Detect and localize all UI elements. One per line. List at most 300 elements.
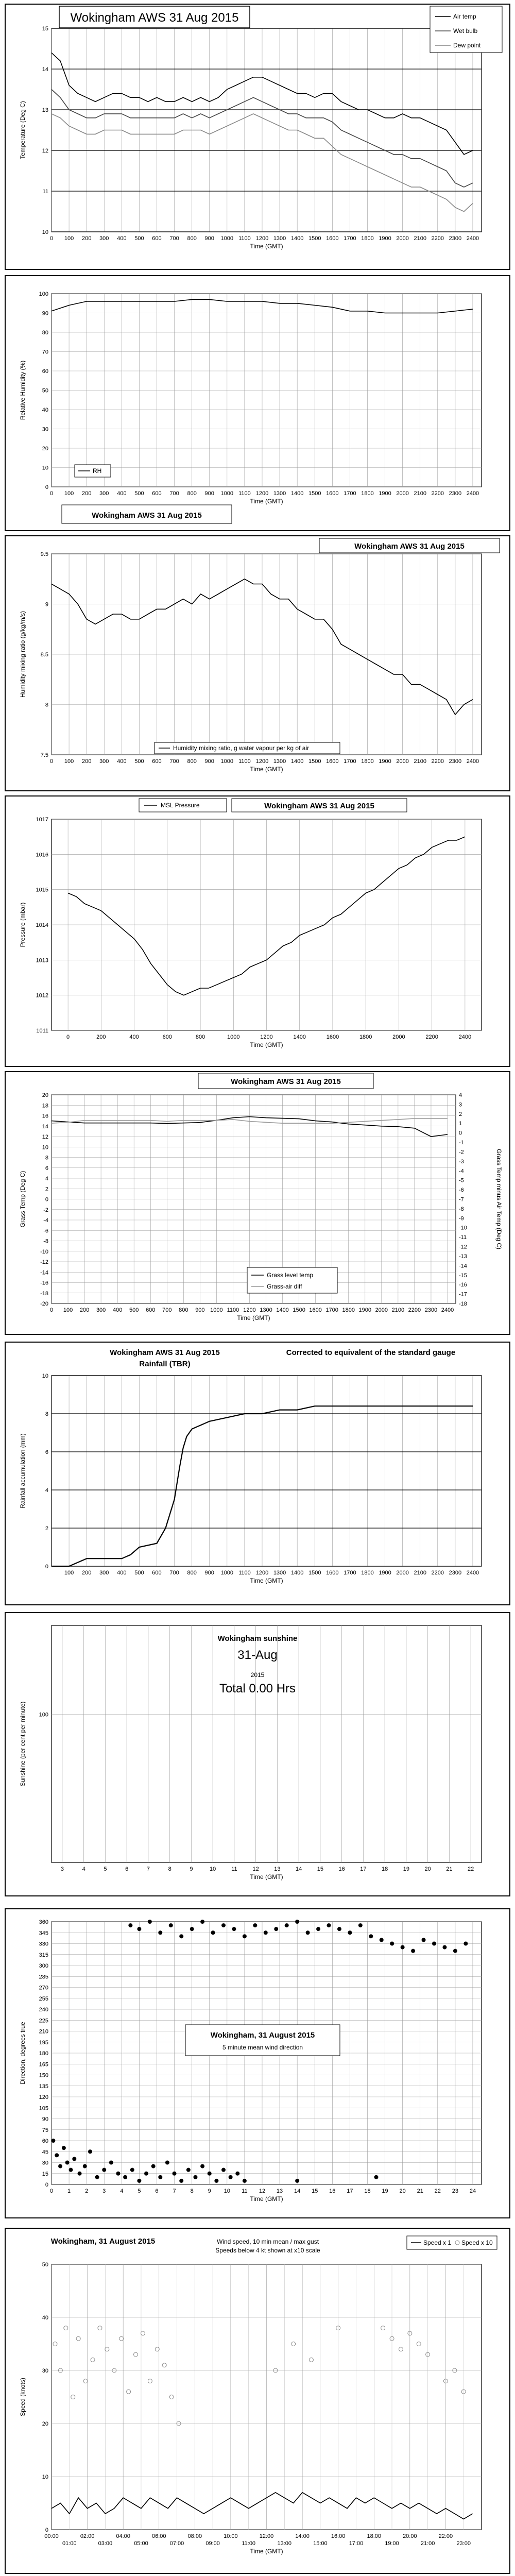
- x-tick-label: 18: [364, 2188, 371, 2194]
- x-tick-label: 500: [134, 758, 144, 765]
- chart-year: 2015: [250, 1671, 265, 1679]
- data-point: [109, 2161, 113, 2165]
- data-point: [208, 2172, 212, 2176]
- x-tick-label: 2400: [441, 1307, 454, 1313]
- x-tick-label: 1500: [308, 235, 321, 242]
- x-tick-label: 12:00: [259, 2533, 274, 2539]
- x-tick-label: 3: [60, 1866, 64, 1872]
- y-tick-label: 2: [45, 1186, 48, 1193]
- x-tick-label: 1900: [379, 490, 391, 497]
- data-point: [102, 2168, 106, 2172]
- y-tick-label: 6: [45, 1165, 48, 1172]
- y2-tick-label: -7: [459, 1196, 464, 1203]
- data-point: [186, 2168, 191, 2172]
- x-tick-label: 17: [347, 2188, 353, 2194]
- x-tick-label: 2100: [414, 490, 426, 497]
- mixing-ratio-chart: [0, 533, 515, 793]
- y-tick-label: 300: [39, 1963, 48, 1969]
- y2-tick-label: -16: [459, 1282, 467, 1289]
- x-tick-label: 1300: [273, 758, 286, 765]
- x-tick-label: 24: [469, 2188, 476, 2194]
- x-tick-label: 15:00: [313, 2540, 328, 2547]
- data-point: [253, 1923, 257, 1927]
- y-tick-label: 90: [42, 2116, 48, 2123]
- x-axis-label: Time (GMT): [250, 1873, 283, 1880]
- x-tick-label: 2400: [466, 1570, 479, 1576]
- x-tick-label: 1800: [361, 758, 374, 765]
- x-tick-label: 800: [195, 1034, 205, 1040]
- x-tick-label: 02:00: [80, 2533, 95, 2539]
- data-point: [200, 1920, 204, 1924]
- x-tick-label: 0: [49, 235, 54, 242]
- x-tick-label: 1500: [293, 1307, 305, 1313]
- x-tick-label: 400: [117, 758, 127, 765]
- x-tick-label: 1100: [238, 758, 251, 765]
- y-tick-label: 20: [42, 446, 48, 452]
- x-tick-label: 2200: [431, 490, 444, 497]
- y-tick-label: 80: [42, 330, 48, 336]
- x-tick-label: 800: [187, 490, 197, 497]
- data-point: [123, 2175, 127, 2179]
- legend-label: Speed x 10: [461, 2239, 493, 2246]
- y2-tick-label: -8: [459, 1206, 464, 1212]
- y2-tick-label: -13: [459, 1253, 467, 1260]
- x-tick-label: 7: [146, 1866, 150, 1872]
- y-axis-label: Relative Humidity (%): [19, 360, 26, 420]
- x-tick-label: 08:00: [187, 2533, 202, 2539]
- temperature-panel: [0, 0, 515, 273]
- chart-title: Wokingham AWS 31 Aug 2015: [354, 542, 465, 551]
- data-point: [432, 1942, 436, 1946]
- x-tick-label: 1100: [238, 235, 251, 242]
- y-tick-label: 8: [45, 1411, 48, 1417]
- x-tick-label: 16: [338, 1866, 345, 1872]
- y-tick-label: 7.5: [40, 752, 48, 758]
- y-axis-label: Pressure (mbar): [19, 902, 26, 947]
- wind-speed-panel: [0, 2226, 515, 2576]
- data-point: [58, 2164, 62, 2168]
- y-tick-label: 1017: [36, 817, 48, 823]
- x-tick-label: 14:00: [295, 2533, 310, 2539]
- x-tick-label: 200: [79, 1307, 90, 1313]
- x-tick-label: 5: [104, 1866, 107, 1872]
- y-tick-label: 0: [45, 1196, 48, 1203]
- x-tick-label: 1700: [344, 235, 356, 242]
- data-point: [235, 2172, 239, 2176]
- y-tick-label: 60: [42, 2138, 48, 2144]
- y-axis-label: Direction, degrees true: [19, 2022, 26, 2084]
- y-tick-label: 100: [39, 291, 48, 297]
- data-point: [390, 1942, 394, 1946]
- x-tick-label: 17:00: [349, 2540, 364, 2547]
- y-tick-label: 9: [45, 601, 48, 608]
- x-tick-label: 1800: [342, 1307, 355, 1313]
- x-tick-label: 5: [138, 2188, 141, 2194]
- x-tick-label: 1400: [290, 235, 304, 242]
- chart-title: Wokingham, 31 August 2015: [210, 2031, 315, 2040]
- y-tick-label: 50: [42, 2262, 48, 2268]
- y-tick-label: 40: [42, 2315, 48, 2321]
- x-tick-label: 8: [190, 2188, 194, 2194]
- data-point: [348, 1930, 352, 1935]
- x-tick-label: 900: [204, 490, 214, 497]
- x-tick-label: 2400: [466, 235, 479, 242]
- data-point: [243, 1934, 247, 1938]
- x-tick-label: 600: [162, 1034, 172, 1040]
- y2-tick-label: -6: [459, 1187, 464, 1194]
- data-point: [72, 2157, 76, 2161]
- temperature-chart: [0, 0, 515, 273]
- x-tick-label: 2000: [392, 1034, 405, 1040]
- x-tick-label: 2000: [396, 235, 409, 242]
- y-tick-label: 210: [39, 2028, 48, 2035]
- chart-total: Total 0.00 Hrs: [219, 1682, 296, 1696]
- x-axis-label: Time (GMT): [250, 1041, 283, 1048]
- data-point: [173, 2172, 177, 2176]
- x-tick-label: 500: [129, 1307, 139, 1313]
- data-point: [306, 1930, 310, 1935]
- legend-label: MSL Pressure: [161, 802, 200, 809]
- x-tick-label: 2200: [425, 1034, 438, 1040]
- chart-title: Wokingham AWS 31 Aug 2015: [264, 802, 374, 810]
- x-tick-label: 21: [417, 2188, 423, 2194]
- y-tick-label: 135: [39, 2083, 48, 2090]
- title-box: [185, 2025, 340, 2056]
- y-tick-label: 240: [39, 2007, 48, 2013]
- legend-label: Speed x 1: [423, 2239, 452, 2246]
- x-tick-label: 1200: [255, 758, 269, 765]
- y-tick-label: 15: [42, 2171, 48, 2177]
- legend-label: Wet bulb: [453, 27, 478, 35]
- y-tick-label: 8.5: [40, 652, 48, 658]
- x-tick-label: 1600: [326, 490, 339, 497]
- x-tick-label: 05:00: [134, 2540, 148, 2547]
- humidity-chart: [0, 273, 515, 533]
- data-point: [137, 1927, 141, 1931]
- y-tick-label: 14: [42, 1123, 48, 1130]
- x-tick-label: 800: [187, 1570, 197, 1576]
- data-point: [274, 1927, 278, 1931]
- x-tick-label: 13: [276, 2188, 283, 2194]
- x-tick-label: 1300: [273, 490, 286, 497]
- y-tick-label: 8: [45, 1155, 48, 1161]
- data-point: [442, 1945, 447, 1950]
- y2-tick-label: -14: [459, 1263, 467, 1269]
- y-tick-label: 180: [39, 2050, 48, 2057]
- y-tick-label: 45: [42, 2149, 48, 2156]
- y2-tick-label: 1: [459, 1121, 462, 1127]
- y-tick-label: 4: [45, 1176, 48, 1182]
- x-tick-label: 1300: [273, 235, 286, 242]
- x-tick-label: 900: [204, 235, 214, 242]
- y-tick-label: 195: [39, 2039, 48, 2046]
- y2-tick-label: 4: [459, 1092, 462, 1098]
- x-tick-label: 400: [117, 1570, 127, 1576]
- y-axis-label: Humidity mixing ratio (g/kg/m/s): [19, 611, 26, 698]
- x-tick-label: 100: [64, 235, 74, 242]
- grass-temp-chart: [0, 1069, 515, 1337]
- x-tick-label: 1000: [210, 1307, 223, 1313]
- x-tick-label: 300: [99, 490, 109, 497]
- y-tick-label: 12: [42, 1134, 48, 1140]
- x-axis-label: Time (GMT): [250, 498, 283, 505]
- legend-label: Humidity mixing ratio, g water vapour per kg of air: [173, 744, 310, 752]
- x-tick-label: 01:00: [62, 2540, 77, 2547]
- data-point: [285, 1923, 289, 1927]
- x-tick-label: 4: [120, 2188, 124, 2194]
- y-tick-label: 0: [45, 484, 48, 490]
- x-tick-label: 14: [296, 1866, 302, 1872]
- x-tick-label: 600: [152, 758, 162, 765]
- x-tick-label: 21:00: [420, 2540, 435, 2547]
- y2-tick-label: -15: [459, 1272, 467, 1279]
- y2-tick-label: -5: [459, 1177, 464, 1184]
- x-tick-label: 18: [382, 1866, 388, 1872]
- chart-subtitle: 5 minute mean wind direction: [222, 2044, 303, 2051]
- x-tick-label: 1100: [227, 1307, 239, 1313]
- pressure-chart: [0, 793, 515, 1069]
- y-tick-label: 40: [42, 407, 48, 413]
- x-axis-label: Time (GMT): [237, 1314, 270, 1321]
- y-tick-label: 1015: [36, 887, 48, 893]
- x-tick-label: 1300: [260, 1307, 272, 1313]
- y-tick-label: 255: [39, 1995, 48, 2002]
- y-tick-label: 10: [42, 1144, 48, 1151]
- legend-label: Grass level temp: [267, 1272, 314, 1279]
- y-tick-label: 270: [39, 1985, 48, 1991]
- data-point: [214, 2179, 218, 2183]
- x-tick-label: 6: [125, 1866, 129, 1872]
- x-tick-label: 10: [224, 2188, 230, 2194]
- wind-direction-chart: [0, 1906, 515, 2221]
- x-axis-label: Time (GMT): [250, 2548, 283, 2555]
- y-tick-label: -4: [43, 1217, 48, 1224]
- chart-title: Wokingham AWS 31 Aug 2015: [110, 1348, 220, 1357]
- y-tick-label: 0: [45, 1564, 48, 1570]
- y2-axis-label: Grass Temp minus Air Temp (Deg C): [495, 1149, 503, 1249]
- legend-label: RH: [93, 467, 102, 474]
- x-tick-label: 1900: [379, 758, 391, 765]
- data-point: [453, 1949, 457, 1953]
- x-tick-label: 13: [274, 1866, 281, 1872]
- data-point: [422, 1938, 426, 1942]
- x-tick-label: 0: [49, 2188, 54, 2194]
- x-tick-label: 300: [96, 1307, 106, 1313]
- x-tick-label: 9: [190, 1866, 193, 1872]
- x-tick-label: 21: [446, 1866, 453, 1872]
- x-tick-label: 400: [129, 1034, 139, 1040]
- x-tick-label: 3: [102, 2188, 106, 2194]
- data-point: [327, 1923, 331, 1927]
- y2-tick-label: 3: [459, 1101, 462, 1108]
- data-point: [137, 2179, 141, 2183]
- data-point: [65, 2161, 70, 2165]
- y-tick-label: 10: [42, 2474, 48, 2480]
- x-tick-label: 16: [329, 2188, 336, 2194]
- x-tick-label: 600: [146, 1307, 156, 1313]
- y-tick-label: 16: [42, 1113, 48, 1120]
- y2-tick-label: 2: [459, 1111, 462, 1117]
- x-tick-label: 1200: [255, 1570, 269, 1576]
- y2-tick-label: -2: [459, 1149, 464, 1156]
- x-tick-label: 2000: [396, 1570, 409, 1576]
- x-tick-label: 100: [64, 1570, 74, 1576]
- y2-tick-label: -18: [459, 1301, 467, 1307]
- y-axis-label: Sunshine (per cent per minute): [19, 1701, 26, 1787]
- x-tick-label: 17: [360, 1866, 367, 1872]
- x-tick-label: 200: [81, 490, 92, 497]
- y-tick-label: 50: [42, 387, 48, 394]
- y-tick-label: 20: [42, 2421, 48, 2427]
- y-tick-label: 150: [39, 2072, 48, 2079]
- x-tick-label: 14: [294, 2188, 301, 2194]
- y2-tick-label: -17: [459, 1291, 467, 1298]
- x-tick-label: 100: [64, 490, 74, 497]
- wind-speed-chart: [0, 2226, 515, 2576]
- x-tick-label: 300: [99, 1570, 109, 1576]
- y-tick-label: -8: [43, 1238, 48, 1245]
- x-tick-label: 2100: [414, 1570, 426, 1576]
- data-point: [128, 1923, 132, 1927]
- y-tick-label: 1012: [36, 992, 48, 999]
- y-tick-label: 6: [45, 1449, 48, 1455]
- data-point: [380, 1938, 384, 1942]
- x-tick-label: 15: [317, 1866, 323, 1872]
- x-tick-label: 2200: [431, 758, 444, 765]
- x-tick-label: 8: [168, 1866, 171, 1872]
- data-point: [295, 2179, 299, 2183]
- data-point: [130, 2168, 134, 2172]
- x-tick-label: 1600: [326, 758, 339, 765]
- data-point: [211, 1930, 215, 1935]
- y-tick-label: 75: [42, 2127, 48, 2133]
- x-tick-label: 0: [66, 1034, 70, 1040]
- data-point: [358, 1923, 363, 1927]
- y-tick-label: 20: [42, 1092, 48, 1098]
- x-tick-label: 1000: [220, 235, 234, 242]
- x-tick-label: 900: [204, 758, 214, 765]
- x-tick-label: 500: [134, 1570, 144, 1576]
- x-tick-label: 1200: [243, 1307, 256, 1313]
- x-tick-label: 2400: [458, 1034, 472, 1040]
- x-tick-label: 1300: [273, 1570, 286, 1576]
- x-tick-label: 11: [242, 2188, 248, 2194]
- x-tick-label: 1400: [293, 1034, 306, 1040]
- data-point: [179, 2179, 183, 2183]
- x-tick-label: 23:00: [456, 2540, 471, 2547]
- y2-tick-label: 0: [459, 1130, 462, 1137]
- x-tick-label: 10: [210, 1866, 216, 1872]
- x-axis-label: Time (GMT): [250, 1577, 283, 1584]
- x-tick-label: 1200: [255, 490, 269, 497]
- y-tick-label: 105: [39, 2105, 48, 2112]
- y-tick-label: -20: [40, 1301, 48, 1307]
- x-tick-label: 2300: [449, 1570, 462, 1576]
- x-tick-label: 400: [117, 235, 127, 242]
- x-tick-label: 200: [81, 758, 92, 765]
- x-tick-label: 04:00: [116, 2533, 130, 2539]
- x-axis-label: Time (GMT): [250, 243, 283, 250]
- data-point: [221, 2168, 226, 2172]
- data-point: [169, 1923, 173, 1927]
- legend-label: Grass-air diff: [267, 1283, 302, 1290]
- rainfall-panel: [0, 1340, 515, 1607]
- legend-label: Air temp: [453, 13, 476, 20]
- x-tick-label: 6: [155, 2188, 159, 2194]
- y-tick-label: 4: [45, 1487, 48, 1494]
- chart-annotation: Corrected to equivalent of the standard gauge: [286, 1348, 456, 1357]
- x-tick-label: 600: [152, 235, 162, 242]
- x-tick-label: 900: [195, 1307, 205, 1313]
- data-point: [369, 1934, 373, 1938]
- x-tick-label: 1500: [308, 490, 321, 497]
- x-tick-label: 18:00: [367, 2533, 382, 2539]
- x-tick-label: 1900: [358, 1307, 372, 1313]
- y2-tick-label: -11: [459, 1234, 467, 1241]
- x-tick-label: 9: [208, 2188, 211, 2194]
- pressure-panel: [0, 793, 515, 1069]
- data-point: [179, 1934, 183, 1938]
- x-tick-label: 1800: [361, 1570, 374, 1576]
- y-tick-label: 0: [45, 2527, 48, 2533]
- y-tick-label: 1016: [36, 852, 48, 858]
- x-tick-label: 2100: [414, 235, 426, 242]
- x-tick-label: 700: [169, 758, 179, 765]
- y-tick-label: 1013: [36, 957, 48, 964]
- x-tick-label: 1900: [379, 235, 391, 242]
- data-point: [55, 2153, 59, 2157]
- x-tick-label: 800: [179, 1307, 188, 1313]
- x-tick-label: 03:00: [98, 2540, 113, 2547]
- x-tick-label: 400: [117, 490, 127, 497]
- y2-tick-label: -12: [459, 1244, 467, 1250]
- x-tick-label: 1600: [309, 1307, 322, 1313]
- x-tick-label: 06:00: [151, 2533, 166, 2539]
- x-tick-label: 2200: [431, 235, 444, 242]
- x-tick-label: 15: [312, 2188, 318, 2194]
- y-tick-label: 330: [39, 1941, 48, 1947]
- data-point: [95, 2175, 99, 2179]
- y-tick-label: 30: [42, 2368, 48, 2374]
- data-point: [68, 2168, 73, 2172]
- x-tick-label: 900: [204, 1570, 214, 1576]
- x-tick-label: 0: [49, 490, 54, 497]
- data-point: [411, 1949, 415, 1953]
- data-point: [144, 2172, 148, 2176]
- y-tick-label: 120: [39, 2094, 48, 2100]
- x-tick-label: 700: [169, 1570, 179, 1576]
- x-tick-label: 11: [231, 1866, 237, 1872]
- x-tick-label: 1400: [290, 1570, 304, 1576]
- legend: [247, 1267, 337, 1293]
- x-tick-label: 19:00: [385, 2540, 399, 2547]
- x-tick-label: 20: [399, 2188, 406, 2194]
- y-tick-label: 345: [39, 1930, 48, 1937]
- y-tick-label: 10: [42, 229, 48, 235]
- x-tick-label: 1800: [361, 235, 374, 242]
- humidity-panel: [0, 273, 515, 533]
- y2-tick-label: -9: [459, 1215, 464, 1222]
- x-tick-label: 1500: [308, 1570, 321, 1576]
- x-tick-label: 700: [169, 490, 179, 497]
- x-tick-label: 22: [434, 2188, 441, 2194]
- x-tick-label: 800: [187, 758, 197, 765]
- y-tick-label: 30: [42, 2160, 48, 2166]
- data-point: [158, 2175, 162, 2179]
- y-tick-label: -18: [40, 1290, 48, 1297]
- x-tick-label: 2100: [414, 758, 426, 765]
- x-tick-label: 2300: [449, 758, 462, 765]
